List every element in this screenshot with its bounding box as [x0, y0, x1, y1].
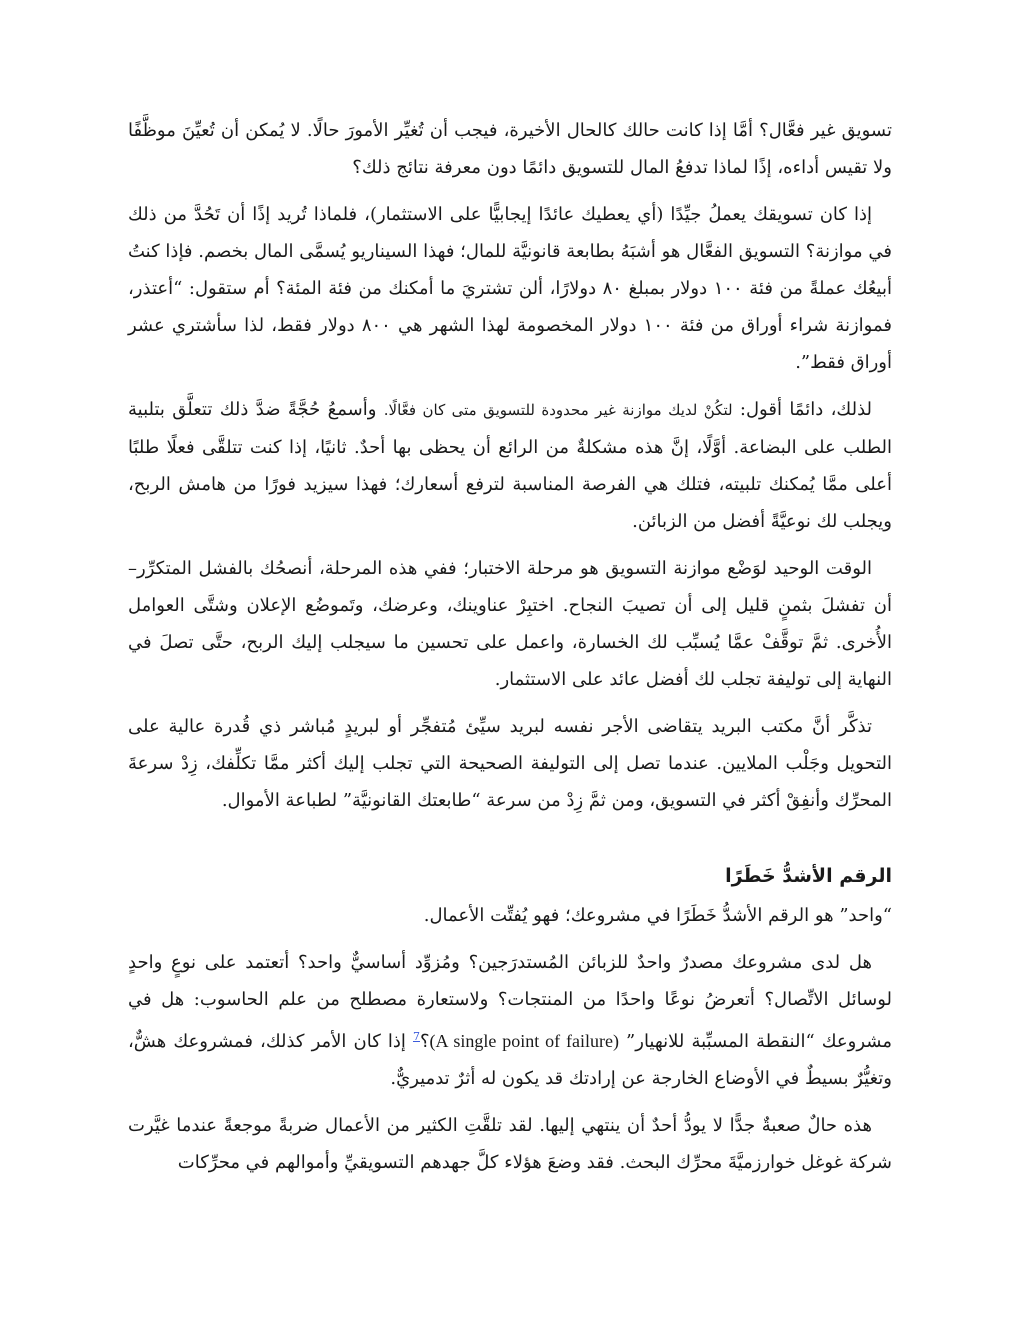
paragraph-unlimited-budget [128, 391, 892, 540]
paragraph-single-point-of-failure [128, 944, 892, 1097]
paragraph-marketing-works: إذا كان تسويقك يعملُ جيِّدًا (أي يعطيك عائدًا إيجابيًّا على الاستثمار)، فلماذا تُريد إذًا أن تَحُدَّ من ذلك في موازنة؟ التسويق الفعَّال هو أشبَهُ بطابعة قانونيَّة للمال؛ فهذا السيناريو يُسمَّى المال بخصم. فإذا كنتُ أبيعُك عملةً من فئة ١٠٠ دولار بمبلغ ٨٠ دولارًا، ألن تشتريَ ما أمكنك من فئة المئة؟ أم ستقول: “أعتذر، فموازنة شراء أوراق من فئة ١٠٠ دولار المخصومة لهذا الشهر هي ٨٠٠ دولار فقط، لذا سأشتري عشر أوراق فقط”. [128, 204, 893, 373]
paragraph-text-before: لذلك، دائمًا أقول: [732, 399, 873, 420]
paragraph-google-algorithm: هذه حالٌ صعبةٌ جدًّا لا يودُّ أحدٌ أن ينتهي إليها. لقد تلقَّتِ الكثير من الأعمال ضربةً موجعةً عندما غيَّرت شركة غوغل خوارزميَّةَ محرِّك البحث. فقد وضعَ هؤلاء كلَّ جهدهم التسويقيِّ وأموالهم في محرِّكات [128, 1115, 892, 1173]
paragraph-ineffective-marketing: تسويق غير فعَّال؟ أمَّا إذا كانت حالك كالحال الأخيرة، فيجب أن تُغيِّر الأمورَ حالًا. لا يُمكن أن تُعيِّنَ موظَّفًا ولا تقيس أداءه، إذًا لماذا تدفعُ المال للتسويق دائمًا دون معرفة نتائج ذلك؟ [128, 120, 892, 178]
paragraph-text-after: إذا كان الأمر كذلك، فمشروعك هشٌّ، وتغيُّرٌ بسيطٌ في الأوضاع الخارجة عن إرادتك قد يكون له أثرٌ تدميريٌّ. [128, 1031, 892, 1089]
section-heading: الرقم الأشدُّ خَطَرًا [725, 865, 892, 887]
paragraph-text-before: هل لدى مشروعك مصدرٌ واحدٌ للزبائن المُستدرَجين؟ ومُزوِّد أساسيٌّ واحد؟ أتعتمد على نوعٍ واحدٍ لوسائل الاتِّصال؟ أتعرضُ نوعًا واحدًا من المنتجات؟ ولاستعارة مصطلح من علم الحاسوب: هل في مشروعك “النقطة المسبِّبة للانهيار” [128, 952, 892, 1052]
question-mark: ؟ [419, 1031, 430, 1052]
section-intro: “واحد” هو الرقم الأشدُّ خَطَرًا في مشروعك؛ فهو يُفتِّت الأعمال. [423, 905, 892, 926]
paragraph-post-office: تذكَّر أنَّ مكتب البريد يتقاضى الأجر نفسه لبريد سيِّئ مُتفجِّر أو لبريدٍ مُباشر ذي قُدرة عالية على التحويل وجَلْب الملايين. عندما تصل إلى التوليفة الصحيحة التي تجلب إليك أكثر ممَّا تكلِّفك، زِدْ سرعةَ المحرِّك وأنفِقْ أكثر في التسويق، ومن ثمَّ زِدْ من سرعة “طابعتك القانونيَّة” لطباعة الأموال. [128, 716, 892, 811]
english-term: (A single point of failure) [429, 1031, 619, 1051]
paragraph-testing-phase: الوقت الوحيد لوَضْع موازنة التسويق هو مرحلة الاختبار؛ ففي هذه المرحلة، أنصحُك بالفشل المتكرِّر–أن تفشلَ بثمنٍ قليل إلى أن تصيبَ النجاح. اختبِرْ عناوينك، وعرضك، وتَموضُع الإعلان وشتَّى العوامل الأُخرى. ثمَّ توقَّفْ عمَّا يُسبِّب لك الخسارة، واعمل على تحسين ما سيجلب إليك الربح، حتَّى تصلَ في النهاية إلى توليفة تجلب لك أفضل عائد على الاستثمار. [128, 558, 892, 690]
document-page [128, 112, 892, 1191]
paragraph-text-after: وأسمعُ حُجَّةً ضدَّ ذلك تتعلَّق بتلبية الطلب على البضاعة. أوَّلًا، إنَّ هذه مشكلةٌ من الرائع أن يحظى بها أحدٌ. ثانيًا، إذا كنت تتلقَّى فعلًا طلبًا أعلى ممَّا يُمكنك تلبيته، فتلك هي الفرصة المناسبة لترفع أسعارك؛ فهذا سيزيد فورًا من هامش الربح، ويجلب لك نوعيَّةً أفضل من الزبائن. [128, 399, 892, 532]
footnote-link[interactable]: 7 [412, 1030, 420, 1043]
emphasis-text: لتكُنْ لديك موازنة غير محدودة للتسويق متى كان فعَّالًا. [383, 401, 733, 419]
